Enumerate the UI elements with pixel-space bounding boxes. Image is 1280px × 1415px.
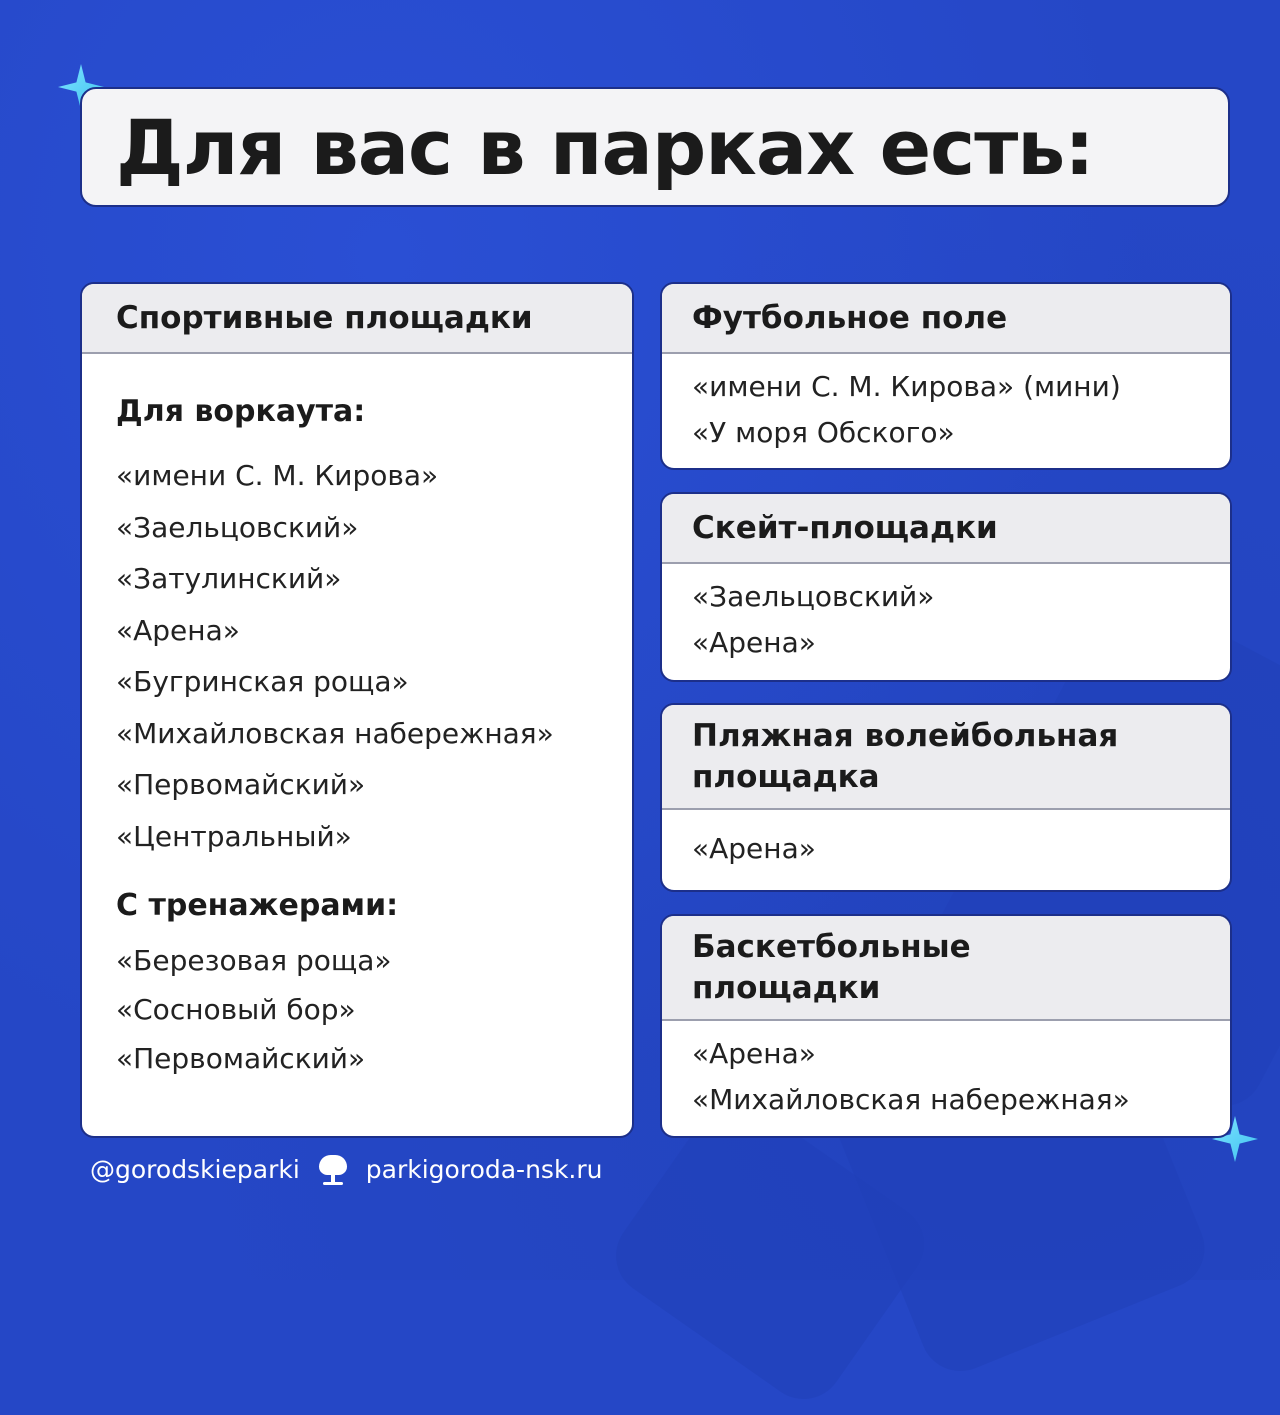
- list-item: «Заельцовский»: [692, 580, 935, 613]
- beach-volleyball-card: [660, 703, 1232, 892]
- card-body: [662, 564, 1230, 666]
- card-title: Скейт-площадки: [692, 509, 998, 546]
- page-title: Для вас в парках есть:: [116, 102, 1094, 192]
- card-body: [662, 810, 1230, 872]
- card-title-line: Пляжная волейбольная: [692, 717, 1119, 754]
- equipment-park-list: [116, 936, 632, 1083]
- list-item: «У моря Обского»: [692, 416, 955, 449]
- card-header: [662, 916, 1230, 1021]
- list-item: «Михайловская набережная»: [116, 716, 554, 750]
- list-item: «Первомайский»: [116, 768, 366, 801]
- list-item: «Сосновый бор»: [116, 993, 356, 1026]
- list-item: «имени С. М. Кирова»: [116, 459, 439, 492]
- list-item: «Арена»: [692, 626, 816, 659]
- list-item: «имени С. М. Кирова» (мини): [692, 370, 1121, 403]
- card-body: [662, 354, 1230, 456]
- list-item: «Бугринская роща»: [116, 665, 409, 698]
- card-title-line: Баскетбольные: [692, 928, 971, 965]
- card-body: [662, 1021, 1230, 1123]
- workout-park-list: [116, 450, 632, 862]
- group-label: С тренажерами:: [116, 888, 399, 923]
- list-item: «Арена»: [116, 613, 240, 647]
- title-banner: [80, 87, 1230, 207]
- website-link[interactable]: parkigoroda-nsk.ru: [365, 1155, 603, 1184]
- card-header: [662, 494, 1230, 564]
- card-title-line: площадки: [692, 969, 881, 1006]
- group-label: Для воркаута:: [116, 394, 366, 429]
- social-handle[interactable]: @gorodskieparki: [90, 1155, 300, 1184]
- basketball-card: [660, 914, 1232, 1138]
- football-field-card: [660, 282, 1232, 470]
- list-item: «Заельцовский»: [116, 510, 359, 544]
- footer: [90, 1150, 603, 1190]
- card-title-line: площадка: [692, 758, 880, 795]
- list-item: «Арена»: [692, 832, 816, 865]
- list-item: «Затулинский»: [116, 562, 342, 595]
- tree-icon: [318, 1153, 348, 1187]
- list-item: «Первомайский»: [116, 1042, 366, 1075]
- card-title: Футбольное поле: [692, 299, 1008, 336]
- card-header: [662, 705, 1230, 810]
- card-body: [82, 354, 632, 1083]
- card-header: [82, 284, 632, 354]
- skate-park-card: [660, 492, 1232, 682]
- card-header: [662, 284, 1230, 354]
- list-item: «Арена»: [692, 1037, 816, 1070]
- sports-grounds-card: [80, 282, 634, 1138]
- list-item: «Михайловская набережная»: [692, 1083, 1130, 1116]
- list-item: «Центральный»: [116, 819, 352, 853]
- list-item: «Березовая роща»: [116, 944, 392, 977]
- card-title: Спортивные площадки: [116, 299, 533, 336]
